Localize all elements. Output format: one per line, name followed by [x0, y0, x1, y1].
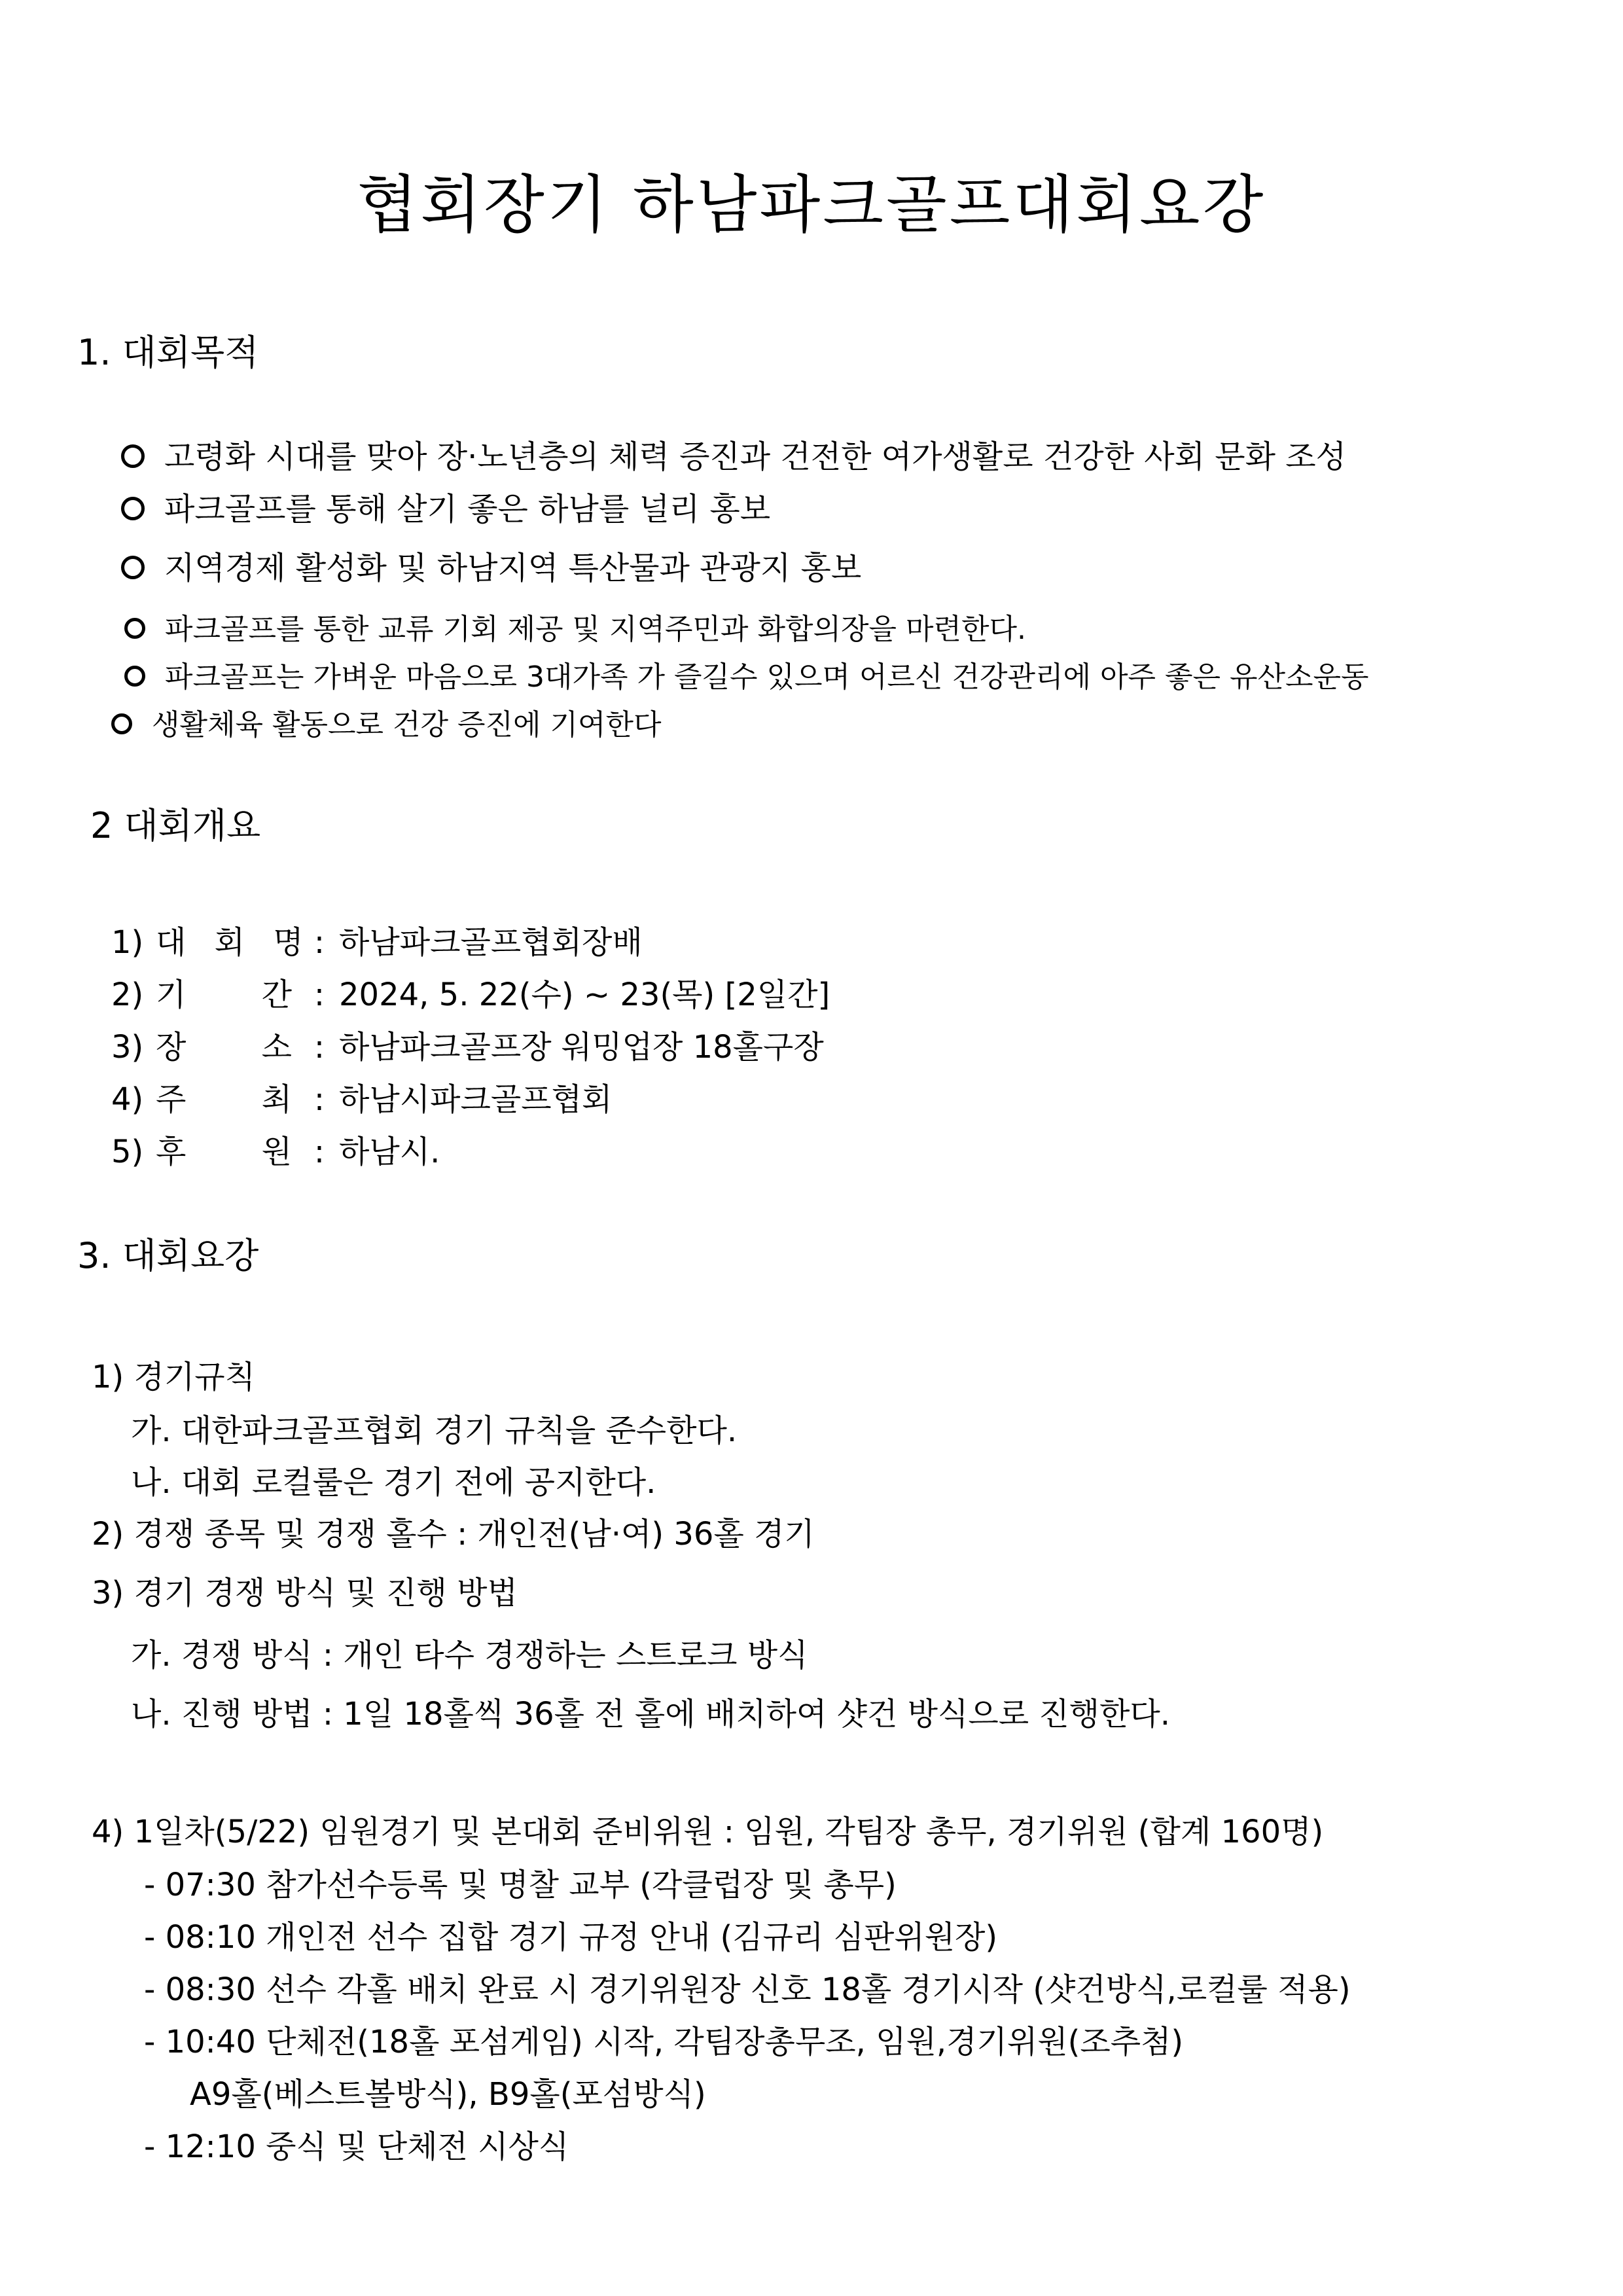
circle-bullet-icon — [121, 497, 145, 520]
circle-bullet-icon — [124, 618, 145, 639]
circle-bullet-icon — [121, 556, 145, 579]
rule-heading: 1) 경기규칙 — [92, 1359, 255, 1395]
rule-item: 나. 대회 로컬룰은 경기 전에 공지한다. — [131, 1464, 656, 1501]
overview-row: 2) 기 간 : 2024, 5. 22(수) ~ 23(목) [2일간] — [111, 977, 830, 1013]
purpose-item: 파크골프는 가벼운 마음으로 3대가족 가 즐길수 있으며 어르신 건강관리에 아주 좋은 유산소운동 — [124, 663, 1369, 692]
purpose-item: 생활체육 활동으로 건강 증진에 기여한다 — [111, 711, 662, 740]
rule-item: 가. 대한파크골프협회 경기 규칙을 준수한다. — [131, 1412, 738, 1449]
schedule-item: - 12:10 중식 및 단체전 시상식 — [144, 2128, 569, 2165]
purpose-item: 파크골프를 통한 교류 기회 제공 및 지역주민과 화합의장을 마련한다. — [124, 615, 1026, 644]
overview-row: 1) 대 회 명: 하남파크골프협회장배 — [111, 924, 643, 961]
purpose-item: 파크골프를 통해 살기 좋은 하남를 널리 홍보 — [121, 493, 770, 525]
schedule-item: - 08:10 개인전 선수 집합 경기 규정 안내 (김규리 심판위원장) — [144, 1919, 998, 1956]
method-item: 나. 진행 방법 : 1일 18홀씩 36홀 전 홀에 배치하여 샷건 방식으로 진행한다. — [131, 1696, 1171, 1732]
section-heading-overview: 2 대회개요 — [90, 805, 261, 846]
day1-heading: 4) 1일차(5/22) 임원경기 및 본대회 준비위원 : 임원, 각팀장 총무, 경기위원 (합계 160명) — [92, 1814, 1324, 1850]
purpose-item: 고령화 시대를 맞아 장·노년층의 체력 증진과 건전한 여가생활로 건강한 사회 문화 조성 — [121, 441, 1346, 473]
schedule-item-continued: A9홀(베스트볼방식), B9홀(포섬방식) — [190, 2076, 706, 2113]
circle-bullet-icon — [111, 713, 132, 734]
schedule-item: - 07:30 참가선수등록 및 명찰 교부 (각클럽장 및 총무) — [144, 1867, 897, 1903]
purpose-item: 지역경제 활성화 및 하남지역 특산물과 관광지 홍보 — [121, 552, 861, 584]
overview-row: 3) 장 소 : 하남파크골프장 워밍업장 18홀구장 — [111, 1029, 824, 1066]
section-heading-guidelines: 3. 대회요강 — [77, 1235, 259, 1276]
document-title: 협회장기 하남파크골프대회요강 — [357, 168, 1266, 242]
method-item: 가. 경쟁 방식 : 개인 타수 경쟁하는 스트로크 방식 — [131, 1637, 808, 1674]
method-heading: 3) 경기 경쟁 방식 및 진행 방법 — [92, 1575, 518, 1611]
circle-bullet-icon — [124, 666, 145, 687]
overview-row: 4) 주 최 : 하남시파크골프협회 — [111, 1081, 613, 1118]
overview-row: 5) 후 원 : 하남시. — [111, 1134, 440, 1170]
section-heading-purpose: 1. 대회목적 — [77, 332, 259, 373]
schedule-item: - 10:40 단체전(18홀 포섬게임) 시작, 각팀장총무조, 임원,경기위원(조추첨) — [144, 2024, 1184, 2060]
schedule-item: - 08:30 선수 각홀 배치 완료 시 경기위원장 신호 18홀 경기시작 (샷건방식,로컬룰 적용) — [144, 1971, 1351, 2008]
events-line: 2) 경쟁 종목 및 경쟁 홀수 : 개인전(남·여) 36홀 경기 — [92, 1516, 815, 1552]
circle-bullet-icon — [121, 444, 145, 468]
